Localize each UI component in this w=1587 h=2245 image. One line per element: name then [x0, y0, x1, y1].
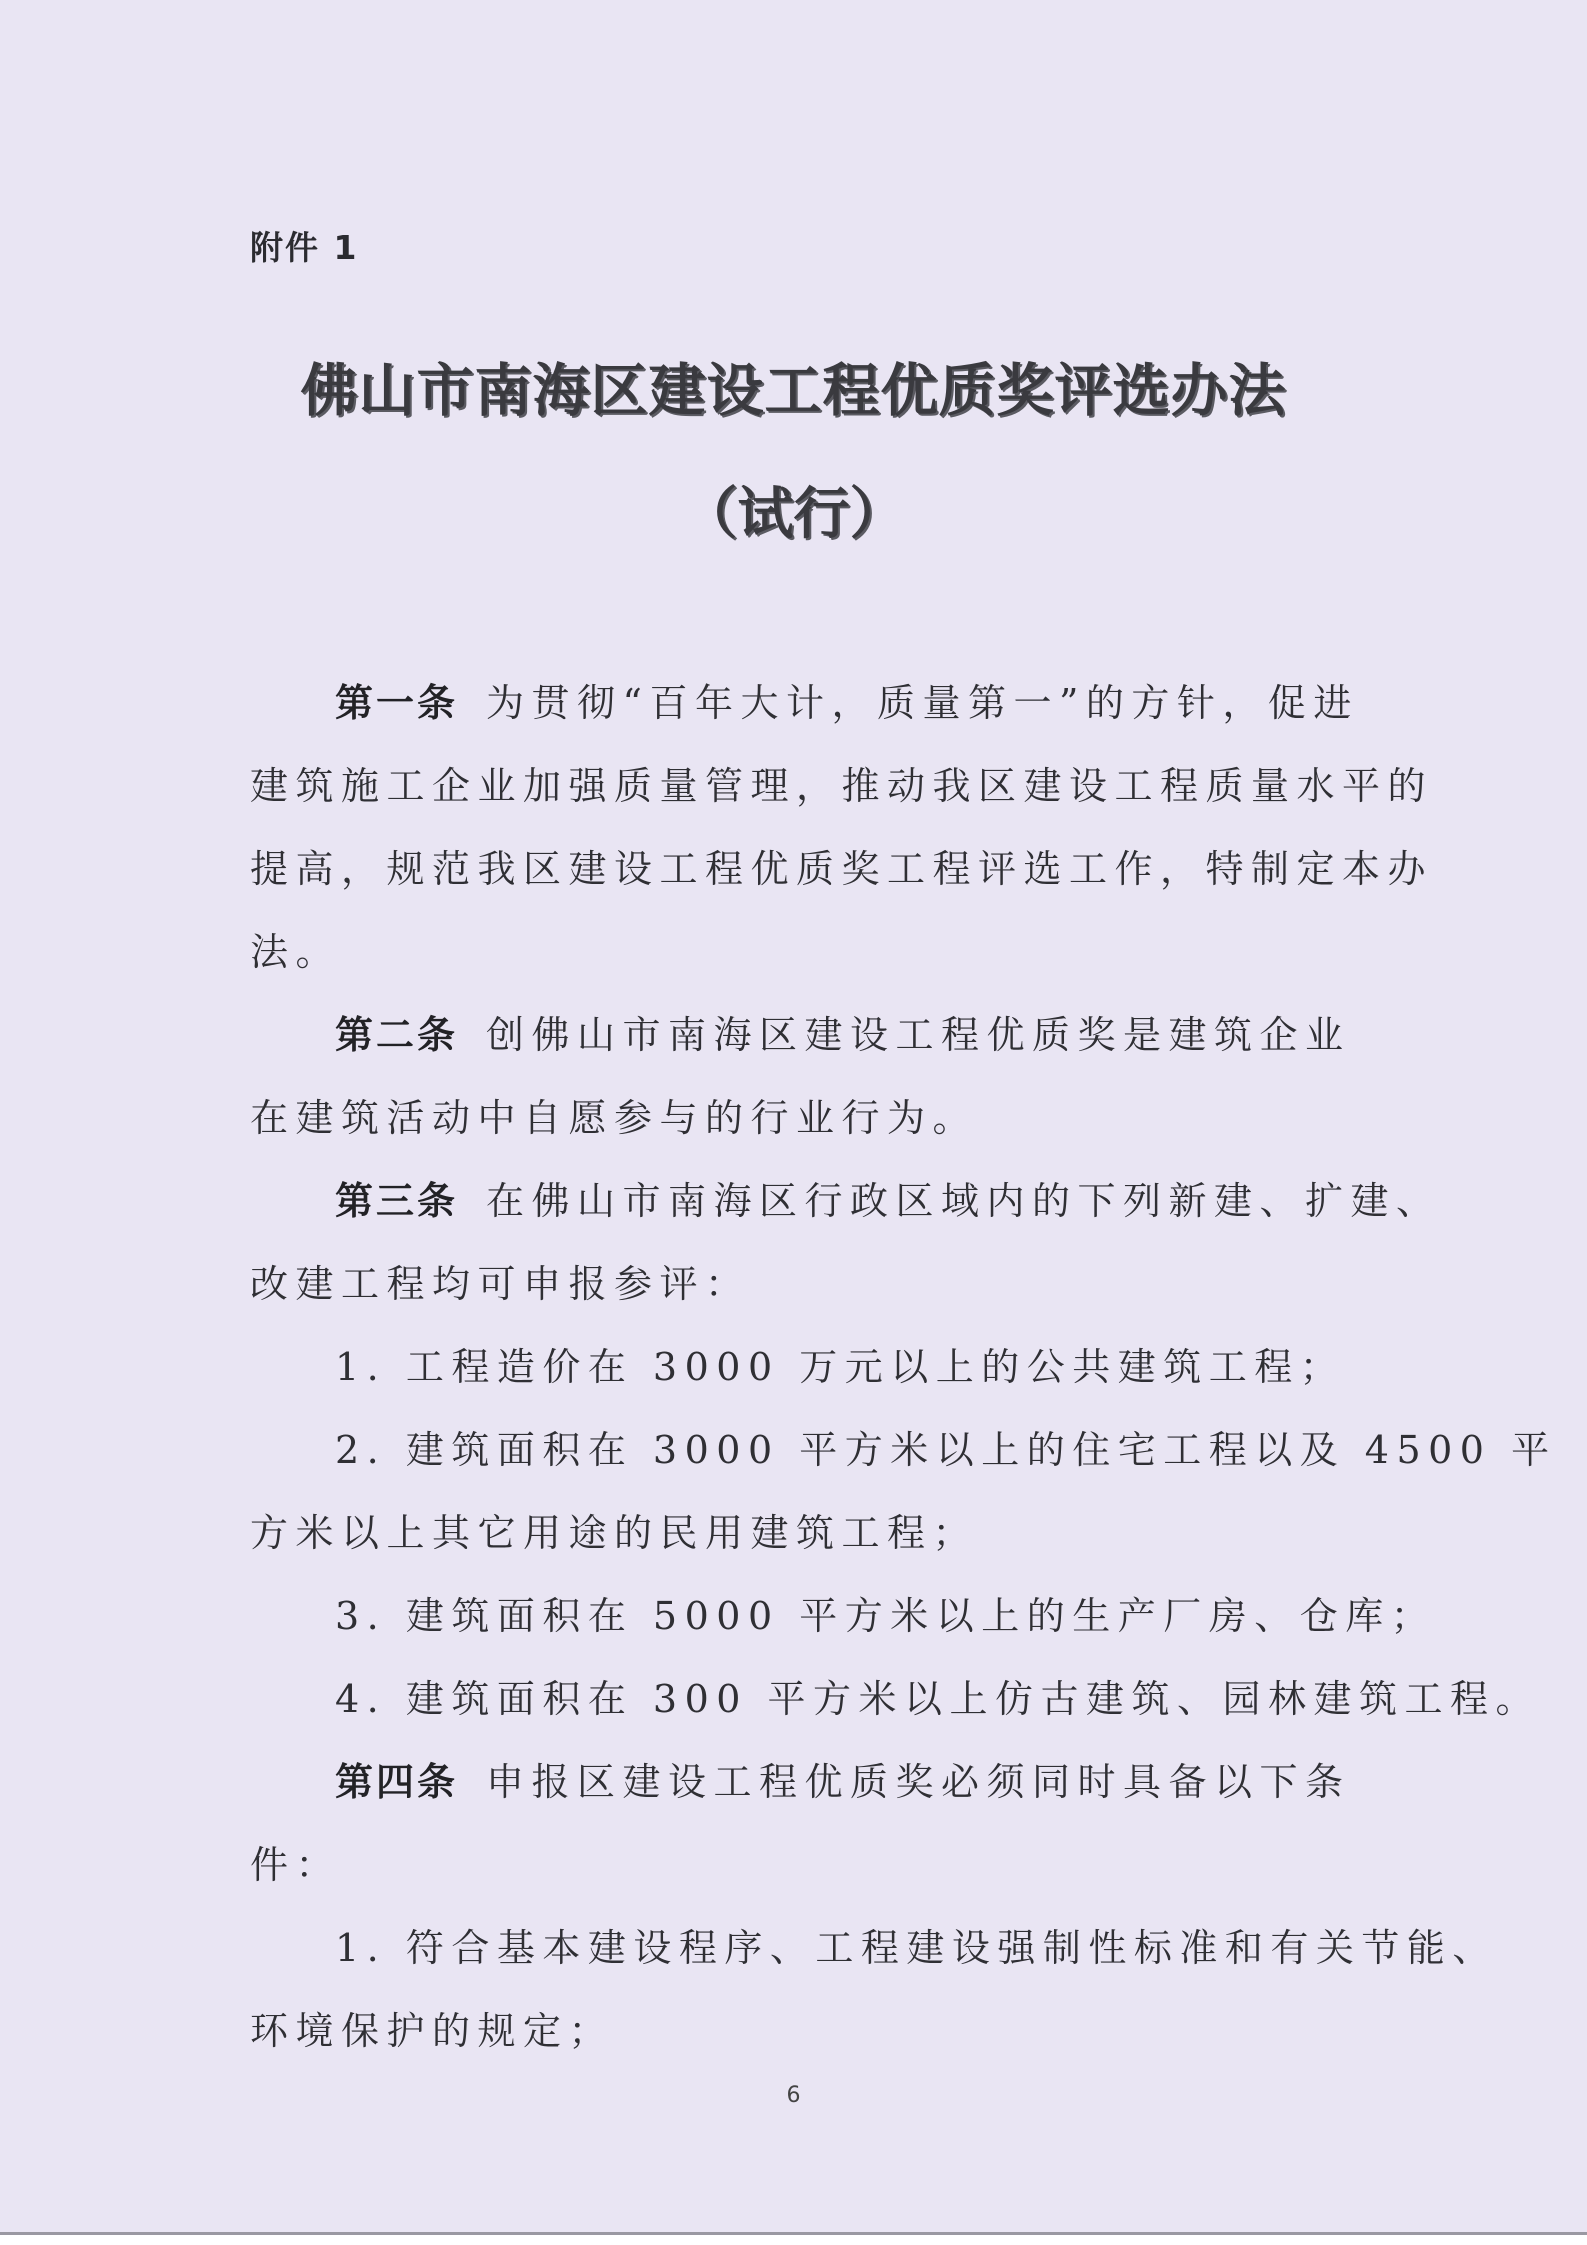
article-3-item-2-cont: 方米以上其它用途的民用建筑工程；	[250, 1511, 979, 1555]
page-number: 6	[786, 2083, 801, 2108]
article-1-line-2: 建筑施工企业加强质量管理，推动我区建设工程质量水平的	[250, 764, 1434, 808]
article-3-label: 第三条	[335, 1179, 459, 1223]
document-title: 佛山市南海区建设工程优质奖评选办法	[300, 357, 1287, 424]
article-2-label: 第二条	[335, 1013, 459, 1057]
article-4-item-1: 1. 符合基本建设程序、工程建设强制性标准和有关节能、	[335, 1926, 1498, 1970]
article-2-line-2: 在建筑活动中自愿参与的行业行为。	[250, 1096, 979, 1140]
article-4-line-1	[250, 1749, 1360, 1832]
article-3-line-2: 改建工程均可申报参评：	[250, 1262, 751, 1306]
article-4-line-2: 件：	[250, 1843, 342, 1887]
article-1-line-1	[250, 670, 1360, 753]
article-3-item-4: 4. 建筑面积在 300 平方米以上仿古建筑、园林建筑工程。	[335, 1677, 1542, 1721]
article-3-item-1: 1. 工程造价在 3000 万元以上的公共建筑工程；	[335, 1345, 1346, 1389]
article-text: 创佛山市南海区建设工程优质奖是建筑企业	[486, 1013, 1351, 1057]
article-3-item-2: 2. 建筑面积在 3000 平方米以上的住宅工程以及 4500 平	[335, 1428, 1557, 1472]
annex-label: 附件 1	[250, 228, 359, 267]
article-4-item-1-cont: 环境保护的规定；	[250, 2009, 615, 2053]
document-body	[250, 670, 1557, 2081]
article-4-label: 第四条	[335, 1760, 459, 1804]
article-text: 申报区建设工程优质奖必须同时具备以下条	[486, 1760, 1351, 1804]
article-1-line-4: 法。	[250, 930, 342, 974]
article-2-line-1	[250, 1002, 1360, 1085]
article-text: 在佛山市南海区行政区域内的下列新建、扩建、	[486, 1179, 1442, 1223]
article-1-line-3: 提高，规范我区建设工程优质奖工程评选工作，特制定本办	[250, 847, 1434, 891]
article-3-item-3: 3. 建筑面积在 5000 平方米以上的生产厂房、仓库；	[335, 1594, 1437, 1638]
article-1-label: 第一条	[335, 681, 459, 725]
document-subtitle: （试行）	[681, 481, 906, 547]
article-3-line-1	[250, 1168, 1442, 1251]
article-text: 为贯彻“百年大计，质量第一”的方针，促进	[486, 681, 1359, 725]
